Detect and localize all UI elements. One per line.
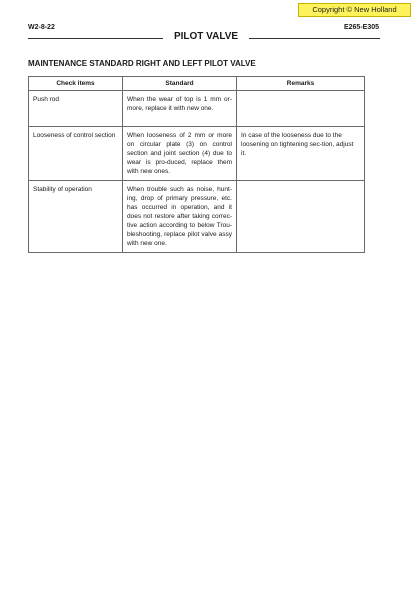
cell-standard: When trouble such as noise, hunt-ing, drop of primary pressure, etc. has occurred in operation, and it does not restore after taking correc-tive action according to below Trou-bleshooting, replace pilot valve assy with new one. <box>123 181 237 253</box>
cell-remarks: In case of the looseness due to the loosening on tightening sec-tion, adjust it. <box>237 127 365 181</box>
maintenance-table <box>28 76 365 253</box>
section-title: MAINTENANCE STANDARD RIGHT AND LEFT PILOT VALVE <box>28 59 256 68</box>
cell-remarks <box>237 181 365 253</box>
header-rule-left <box>28 38 163 39</box>
cell-remarks <box>237 91 365 127</box>
cell-check-item: Looseness of control section <box>29 127 123 181</box>
cell-standard: When looseness of 2 mm or more on circular plate (3) on control section and joint section (4) due to wear is pro-duced, replace them with new ones. <box>123 127 237 181</box>
table-row <box>29 127 365 181</box>
column-header-check-items: Check items <box>29 77 123 91</box>
table-header-row <box>29 77 365 91</box>
page-number: W2-8-22 <box>28 24 55 31</box>
column-header-standard: Standard <box>123 77 237 91</box>
page-title: PILOT VALVE <box>173 31 239 42</box>
cell-standard: When the wear of top is 1 mm or-more, replace it with new one. <box>123 91 237 127</box>
cell-check-item: Stability of operation <box>29 181 123 253</box>
table-row <box>29 181 365 253</box>
header-rule-right <box>249 38 380 39</box>
cell-check-item: Push rod <box>29 91 123 127</box>
model-number: E265-E305 <box>343 24 379 31</box>
copyright-badge: Copyright © New Holland <box>298 3 411 17</box>
column-header-remarks: Remarks <box>237 77 365 91</box>
table-row <box>29 91 365 127</box>
